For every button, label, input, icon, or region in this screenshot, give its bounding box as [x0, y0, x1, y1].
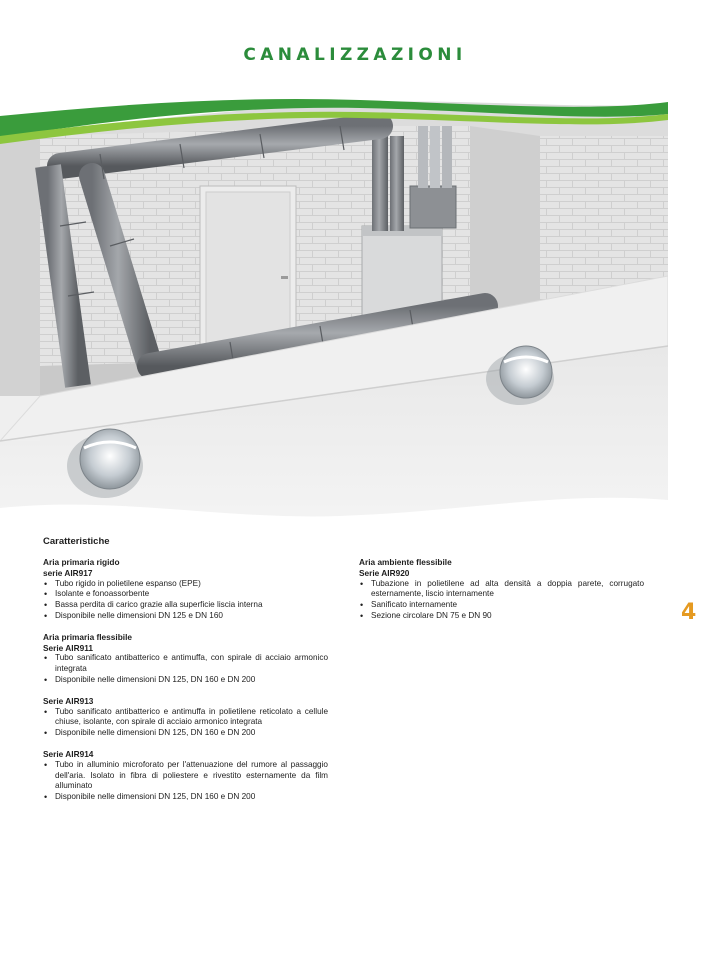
page-number: 4 [681, 600, 697, 625]
feature-item: • Tubo rigido in polietilene espanso (EPE) [43, 579, 328, 590]
product-block-air911 [43, 632, 328, 686]
feature-list [43, 707, 328, 739]
product-block-air914 [43, 749, 328, 803]
feature-item: • Disponibile nelle dimensioni DN 125, DN 160 e DN 200 [43, 675, 328, 686]
feature-item: • Tubo sanificato antibatterico e antimuffa in polietilene reticolato a cellule chiuse, isolante, con spirale di acciaio armonico integrata [43, 707, 328, 729]
feature-list [359, 579, 644, 622]
product-title: Aria primaria flessibile [43, 631, 133, 642]
feature-item: • Sezione circolare DN 75 e DN 90 [359, 611, 644, 622]
feature-item: • Disponibile nelle dimensioni DN 125, DN 160 e DN 200 [43, 728, 328, 739]
ducting-illustration [0, 96, 668, 526]
page-title: CANALIZZAZIONI [243, 45, 467, 65]
feature-list [43, 653, 328, 685]
feature-item: • Sanificato internamente [359, 600, 644, 611]
feature-item: • Tubo sanificato antibatterico e antimuffa, con spirale di acciaio armonico integrata [43, 653, 328, 675]
section-heading: Caratteristiche [43, 536, 110, 547]
feature-item: • Disponibile nelle dimensioni DN 125, DN 160 e DN 200 [43, 792, 328, 803]
feature-list [43, 760, 328, 803]
feature-item: • Isolante e fonoassorbente [43, 589, 328, 600]
product-series: Serie AIR920 [359, 567, 410, 578]
feature-list [43, 579, 328, 622]
features-left-column [43, 557, 328, 813]
feature-item: • Tubazione in polietilene ad alta densità a doppia parete, corrugato esternamente, liscio internamente [359, 579, 644, 601]
product-series: Serie AIR911 [43, 642, 93, 653]
feature-item: • Tubo in alluminio microforato per l'attenuazione del rumore al passaggio dell'aria. Isolato in fibra di poliestere e rivestito esternamente da film alluminato [43, 760, 328, 792]
product-block-air913 [43, 696, 328, 739]
feature-item: • Bassa perdita di carico grazie alla superficie liscia interna [43, 600, 328, 611]
product-title: Aria ambiente flessibile [359, 557, 452, 567]
product-title: Aria primaria rigido [43, 557, 120, 567]
product-series: Serie AIR914 [43, 748, 94, 759]
product-block-air917 [43, 557, 328, 622]
product-series: Serie AIR913 [43, 695, 94, 706]
product-series: serie AIR917 [43, 567, 93, 578]
feature-item: • Disponibile nelle dimensioni DN 125 e DN 160 [43, 611, 328, 622]
product-block-air920 [359, 557, 644, 622]
features-right-column [359, 557, 644, 632]
